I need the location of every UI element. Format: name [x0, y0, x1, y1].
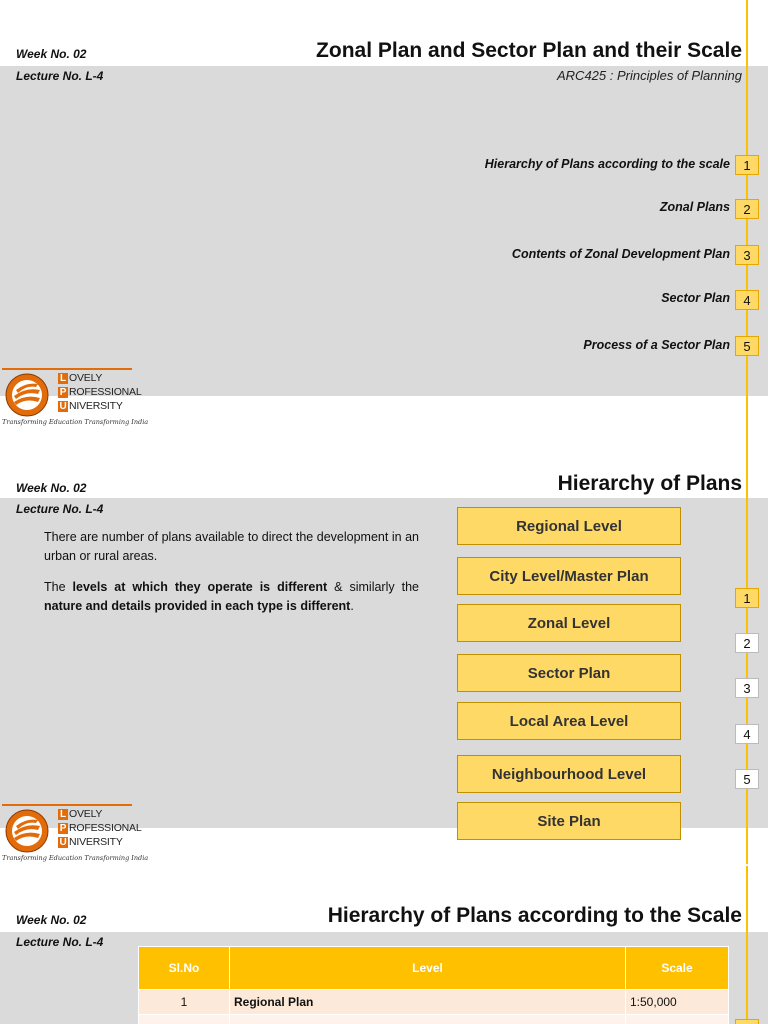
- lecture-number: Lecture No. L-4: [16, 935, 104, 949]
- nav-number[interactable]: 4: [735, 724, 759, 744]
- accent-line: [746, 866, 748, 1024]
- col-header-scale: Scale: [626, 947, 729, 990]
- level-box: Regional Level: [457, 507, 681, 545]
- logo-line: U NIVERSITY: [59, 400, 123, 412]
- logo-tagline: Transforming Education Transforming India: [2, 418, 149, 426]
- paragraph-1: There are number of plans available to direct the development in an urban or rural areas.: [44, 530, 419, 563]
- lecture-number: Lecture No. L-4: [16, 502, 104, 516]
- slide-title: Zonal Plan and Sector Plan and their Scale: [316, 39, 742, 62]
- slide-2: [0, 432, 768, 864]
- week-number: Week No. 02: [16, 481, 87, 495]
- level-box: Zonal Level: [457, 604, 681, 642]
- cell-level: Regional Plan: [230, 990, 626, 1015]
- logo-rule: [2, 804, 132, 806]
- scale-table: [138, 946, 729, 1024]
- menu-item-number[interactable]: 3: [735, 245, 759, 265]
- cell-empty: [230, 1015, 626, 1024]
- menu-item-number[interactable]: 5: [735, 336, 759, 356]
- slide-title: Hierarchy of Plans according to the Scale: [327, 904, 742, 927]
- cell-empty: [139, 1015, 230, 1024]
- col-header-slno: Sl.No: [139, 947, 230, 990]
- menu-item-number[interactable]: 2: [735, 199, 759, 219]
- menu-item-label[interactable]: Sector Plan: [661, 291, 730, 305]
- course-subtitle: ARC425 : Principles of Planning: [557, 68, 742, 83]
- logo-line: P ROFESSIONAL: [59, 386, 142, 398]
- nav-number[interactable]: 2: [735, 633, 759, 653]
- menu-item-label[interactable]: Process of a Sector Plan: [583, 338, 730, 352]
- menu-item-label[interactable]: Hierarchy of Plans according to the scale: [484, 157, 730, 171]
- paragraph-2: The levels at which they operate is different & similarly the nature and details provided in each type is different.: [44, 580, 419, 613]
- level-box: Local Area Level: [457, 702, 681, 740]
- nav-number[interactable]: 1: [735, 588, 759, 608]
- table-row: [139, 990, 729, 1015]
- university-emblem-icon: [4, 372, 50, 418]
- cell-slno: 1: [139, 990, 230, 1015]
- cell-scale: 1:50,000: [626, 990, 729, 1015]
- menu-item-number[interactable]: 1: [735, 155, 759, 175]
- nav-number[interactable]: 5: [735, 769, 759, 789]
- table-header-row: [139, 947, 729, 990]
- university-logo: [2, 368, 149, 428]
- col-header-level: Level: [230, 947, 626, 990]
- nav-number[interactable]: 3: [735, 678, 759, 698]
- menu-item-label[interactable]: Contents of Zonal Development Plan: [511, 247, 730, 261]
- lecture-number: Lecture No. L-4: [16, 69, 104, 83]
- nav-marker: [735, 1019, 759, 1024]
- university-logo: [2, 804, 149, 864]
- slide-3: [0, 866, 768, 1024]
- week-number: Week No. 02: [16, 913, 87, 927]
- level-box: Site Plan: [457, 802, 681, 840]
- logo-line: U NIVERSITY: [59, 836, 123, 848]
- cell-empty: [626, 1015, 729, 1024]
- menu-item-label[interactable]: Zonal Plans: [659, 200, 730, 214]
- slide-1: [0, 0, 768, 432]
- menu-item-number[interactable]: 4: [735, 290, 759, 310]
- level-box: Neighbourhood Level: [457, 755, 681, 793]
- logo-rule: [2, 368, 132, 370]
- logo-tagline: Transforming Education Transforming India: [2, 854, 149, 862]
- slide-title: Hierarchy of Plans: [557, 472, 742, 495]
- logo-line: P ROFESSIONAL: [59, 822, 142, 834]
- intro-text: [44, 528, 419, 628]
- week-number: Week No. 02: [16, 47, 87, 61]
- level-box: Sector Plan: [457, 654, 681, 692]
- logo-line: L OVELY: [58, 372, 102, 384]
- table-row: [139, 1015, 729, 1024]
- logo-line: L OVELY: [58, 808, 102, 820]
- level-box: City Level/Master Plan: [457, 557, 681, 595]
- university-emblem-icon: [4, 808, 50, 854]
